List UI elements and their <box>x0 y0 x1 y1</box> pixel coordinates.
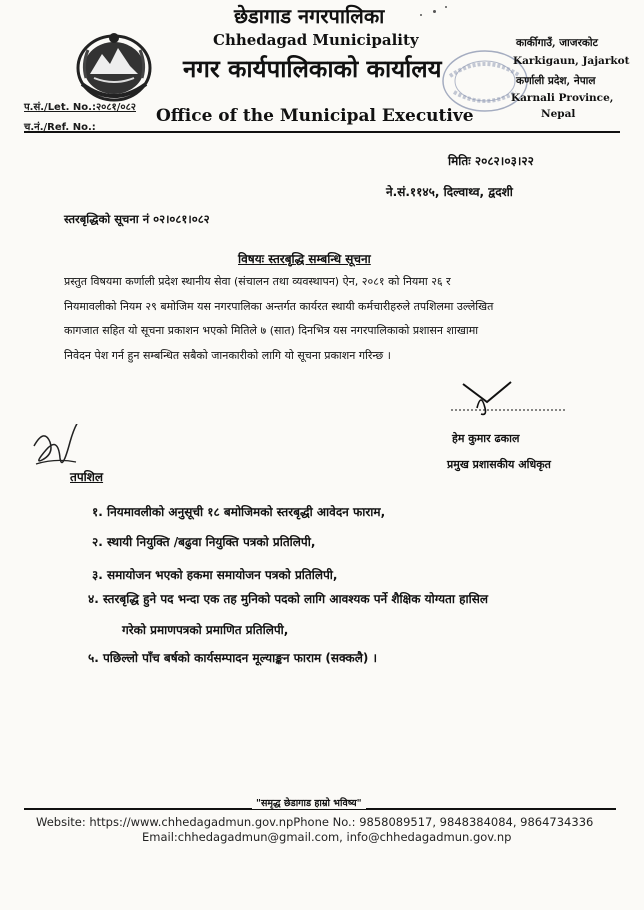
address-line: कर्णाली प्रदेश, नेपाल <box>516 75 596 87</box>
scan-speck <box>433 10 436 13</box>
date-nepal-sambat: ने.सं.११४५, दिल्वाथ्व, द्वदशी <box>386 185 513 199</box>
enclosure-item: ४. स्तरबृद्धि हुने पद भन्दा एक तह मुनिको पदको लागि आवश्यक पर्ने शैक्षिक योग्यता हासिल <box>88 592 489 606</box>
municipality-name-np: छेडागाड नगरपालिका <box>234 4 385 28</box>
notice-subject: विषयः स्तरबृद्धि सम्बन्धि सूचना <box>238 252 371 266</box>
officer-signature <box>447 380 577 420</box>
address-line: Karnali Province, <box>511 92 614 104</box>
address-line: कार्कीगाउँ, जाजरकोट <box>516 37 598 49</box>
footer-email: Email:chhedagadmun@gmail.com, info@chhedagadmun.gov.np <box>142 830 512 844</box>
municipality-name-en: Chhedagad Municipality <box>213 31 419 49</box>
enclosure-item: ३. समायोजन भएको हकमा समायोजन पत्रको प्रतिलिपी, <box>92 568 338 582</box>
reference-number: च.नं./Ref. No.: <box>24 122 96 133</box>
date-bs: मितिः २०८२।०३।२२ <box>448 154 534 168</box>
enclosure-item: १. नियमावलीको अनुसूची १८ बमोजिमको स्तरबृद्धी आवेदन फाराम, <box>92 505 386 519</box>
office-name-en: Office of the Municipal Executive <box>156 106 474 126</box>
enclosure-item: ५. पछिल्लो पाँच बर्षको कार्यसम्पादन मूल्याङ्कन फाराम (सक्कलै) । <box>88 651 378 665</box>
header-divider <box>24 131 620 133</box>
letter-number: प.सं./Let. No.:२०८१/०८२ <box>24 102 136 113</box>
enclosure-heading: तपशिल <box>70 470 104 484</box>
body-line: प्रस्तुत विषयमा कर्णाली प्रदेश स्थानीय सेवा (संचालन तथा व्यवस्थापन) ऐन, २०८१ को नियमा २६ र <box>64 275 451 288</box>
initial-signature <box>30 424 90 474</box>
enclosure-item-continued: गरेको प्रमाणपत्रको प्रमाणित प्रतिलिपी, <box>122 623 289 637</box>
address-line: Karkigaun, Jajarkot <box>513 55 630 67</box>
footer-contact: Website: https://www.chhedagadmun.gov.npPhone No.: 9858089517, 9848384084, 9864734336 <box>36 815 594 829</box>
scan-speck <box>445 6 447 8</box>
signatory-name: हेम कुमार ढकाल <box>452 432 520 445</box>
notice-number: स्तरबृद्धिको सूचना नं ०२।०८१।०८२ <box>64 212 210 226</box>
nepal-emblem-icon <box>74 28 154 102</box>
body-line: कागजात सहित यो सूचना प्रकाशन भएको मितिले ७ (सात) दिनभित्र यस नगरपालिकाको प्रशासन शाखामा <box>64 324 479 337</box>
body-line: निवेदन पेश गर्न हुन सम्बन्धित सबैको जानकारीको लागि यो सूचना प्रकाशन गरिन्छ । <box>64 348 391 362</box>
signatory-title: प्रमुख प्रशासकीय अधिकृत <box>447 458 551 471</box>
enclosure-item: २. स्थायी नियुक्ति /बढुवा नियुक्ति पत्रको प्रतिलिपी, <box>92 535 316 549</box>
scan-speck <box>420 14 422 16</box>
footer-slogan: "समृद्ध छेडागाड हाम्रो भविष्य" <box>252 796 366 809</box>
address-line: Nepal <box>541 108 576 120</box>
notice-body <box>64 270 572 368</box>
body-line: नियमावलीको नियम २९ बमोजिम यस नगरपालिका अन्तर्गत कार्यरत स्थायी कर्मचारीहरुले तपशिलमा उल्लेखित <box>64 299 494 313</box>
office-name-np: नगर कार्यपालिकाको कार्यालय <box>183 55 442 83</box>
